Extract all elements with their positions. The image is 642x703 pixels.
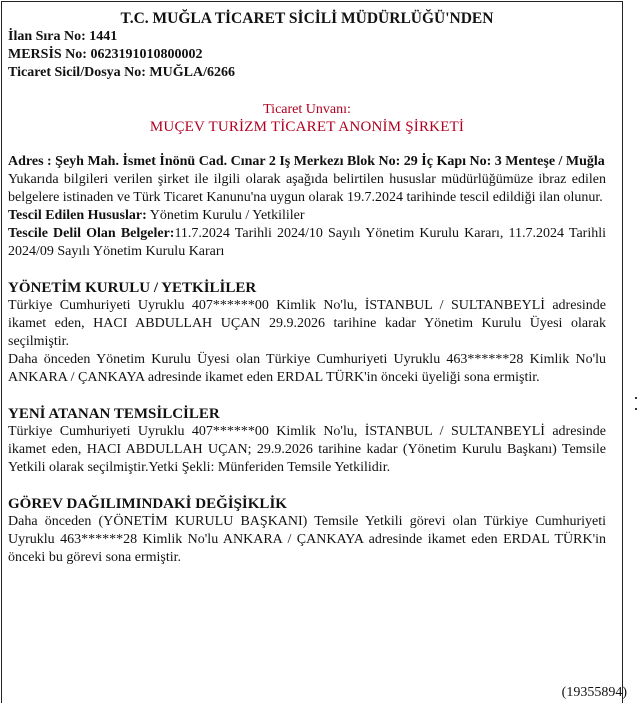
intro-paragraph: Yukarıda bilgileri verilen şirket ile ilgili olarak aşağıda belirtilen hususlar müdürlüğümüze ibraz edilen belgelere istinaden ve Türk Ticaret Kanunu'na uygun olarak 19.7.2024 tarihinde tescil edildiği ilan olunur.: [8, 172, 606, 205]
section-paragraph: Türkiye Cumhuriyeti Uyruklu 407******00 Kimlik No'lu, İSTANBUL / SULTANBEYLİ adresinde ikamet eden, HACI ABDULLAH UÇAN; 29.9.2026 tarihine kadar (Yönetim Kurulu Başkanı) Temsile Yetkili olarak seçilmiştir.Yetki Şekli: Münferiden Temsile Yetkilidir.: [8, 424, 606, 475]
section-yonetim-kurulu: [8, 279, 606, 387]
section-yeni-temsilciler: [8, 405, 606, 477]
tescil-belgeler: [8, 225, 606, 261]
tescil-belgeler-value: 11.7.2024 Tarihli 2024/10 Sayılı Yönetim Kurulu Kararı, 11.7.2024 Tarihli 2024/09 Sayılı Yönetim Kurulu Kararı: [8, 226, 606, 259]
tescil-hususlar-value: Yönetim Kurulu / Yetkililer: [146, 208, 305, 223]
unvan-label: Ticaret Unvanı:: [263, 102, 351, 117]
page-title: T.C. MUĞLA TİCARET SİCİLİ MÜDÜRLÜĞÜ'NDEN: [120, 10, 494, 27]
section-paragraph: Daha önceden (YÖNETİM KURULU BAŞKANI) Temsile Yetkili görevi olan Türkiye Cumhuriyeti Uyruklu 463******28 Kimlik No'lu ANKARA / ÇANKAYA adresinde ikamet eden ERDAL TÜRK'in önceki bu görevi sona ermiştir.: [8, 514, 606, 565]
section-paragraph: Daha önceden Yönetim Kurulu Üyesi olan Türkiye Cumhuriyeti Uyruklu 463******28 Kimlik No'lu ANKARA / ÇANKAYA adresinde ikamet eden ERDAL TÜRK'in önceki üyeliği sona ermiştir.: [8, 352, 606, 385]
section-heading: GÖREV DAĞILIMINDAKİ DEĞİŞİKLİK: [8, 496, 287, 512]
tescil-belgeler-label: Tescile Delil Olan Belgeler:: [8, 226, 175, 241]
section-heading: YENİ ATANAN TEMSİLCİLER: [8, 406, 220, 422]
ticaret-sicil-no: Ticaret Sicil/Dosya No: MUĞLA/6266: [8, 65, 235, 80]
company-address: Adres : Şeyh Mah. İsmet İnönü Cad. Cınar 2 Iş Merkezı Blok No: 29 İç Kapı No: 3 Menteşe / Muğla: [8, 154, 605, 169]
section-gorev-dagilimi: [8, 495, 606, 567]
company-name: MUÇEV TURİZM TİCARET ANONİM ŞİRKETİ: [149, 119, 465, 135]
section-heading: YÖNETİM KURULU / YETKİLİLER: [8, 280, 257, 296]
ilan-sira-no: İlan Sıra No: 1441: [8, 29, 118, 44]
section-paragraph: Türkiye Cumhuriyeti Uyruklu 407******00 Kimlik No'lu, İSTANBUL / SULTANBEYLİ adresinde ikamet eden, HACI ABDULLAH UÇAN 29.9.2026 tarihine kadar Yönetim Kurulu Üyesi olarak seçilmiştir.: [8, 298, 606, 349]
notice-content: [8, 10, 606, 567]
mersis-no: MERSİS No: 0623191010800002: [8, 47, 203, 62]
margin-mark: [635, 408, 637, 410]
tescil-hususlar-label: Tescil Edilen Hususlar:: [8, 208, 147, 223]
tescil-hususlar: [8, 207, 606, 225]
margin-mark: [635, 397, 637, 399]
reference-number: (19355894): [561, 685, 627, 700]
